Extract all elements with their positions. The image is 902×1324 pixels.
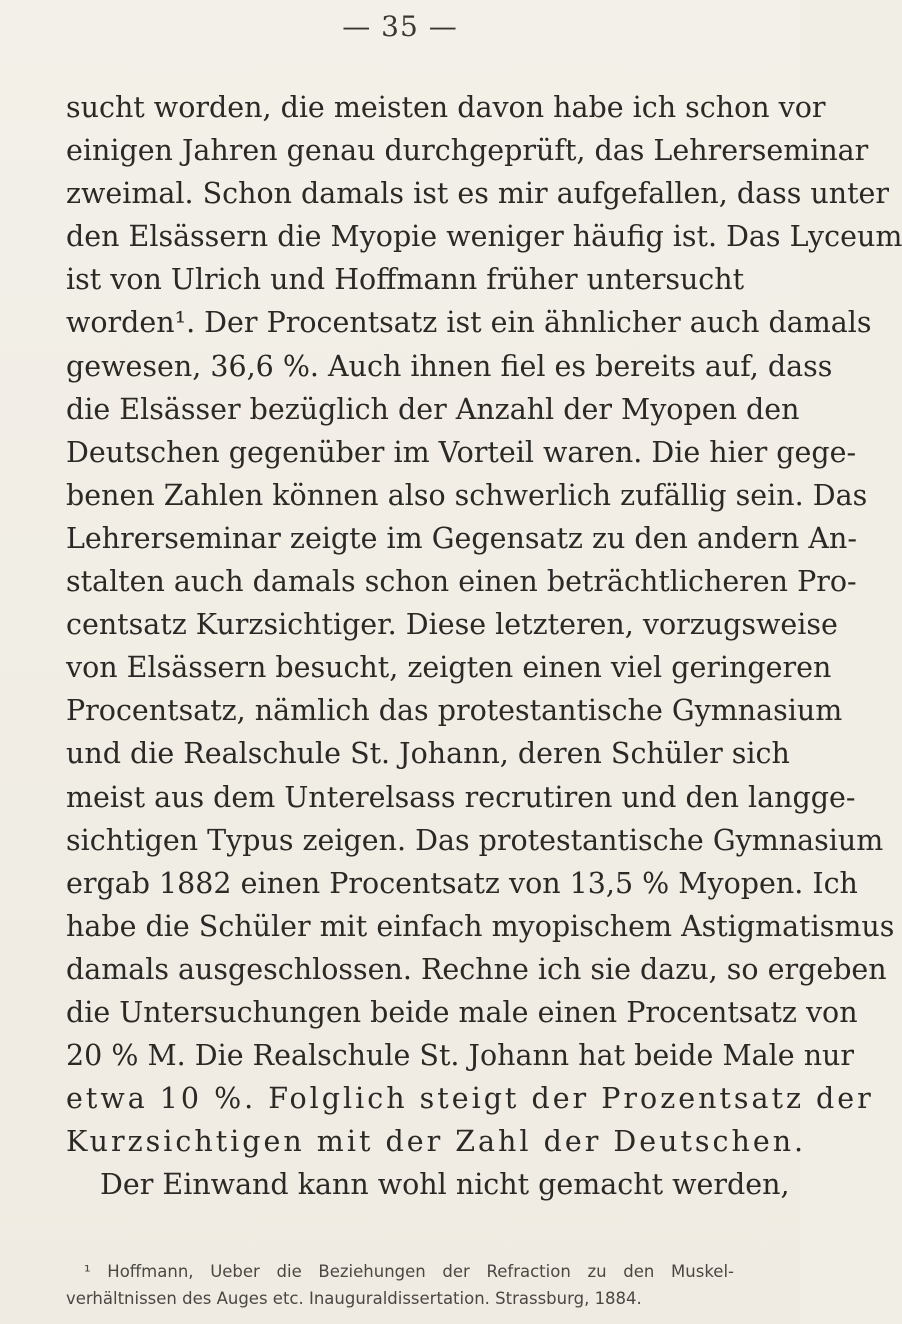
text-line: den Elsässern die Myopie weniger häufig ist. Das Lyceum [66, 220, 902, 254]
text-line: Lehrerseminar zeigte im Gegensatz zu den andern An- [66, 521, 858, 555]
text-line: Deutschen gegenüber im Vorteil waren. Die hier gege- [66, 435, 857, 469]
text-line: Kurzsichtigen mit der Zahl der Deutschen. [66, 1125, 807, 1159]
page-number: — 35 — [342, 10, 458, 43]
body-text [66, 86, 902, 1206]
text-line: meist aus dem Unterelsass recrutiren und den langge- [66, 780, 856, 814]
text-line: habe die Schüler mit einfach myopischem Astigmatismus [66, 909, 895, 943]
text-line: stalten auch damals schon einen beträchtlicheren Pro- [66, 565, 857, 599]
text-line: 20 % M. Die Realschule St. Johann hat beide Male nur [66, 1039, 855, 1073]
text-line: Procentsatz, nämlich das protestantische Gymnasium [66, 694, 843, 728]
footnote-line: verhältnissen des Auges etc. Inauguraldissertation. Strassburg, 1884. [66, 1289, 642, 1308]
text-line: gewesen, 36,6 %. Auch ihnen fiel es bereits auf, dass [66, 349, 833, 383]
text-line: sucht worden, die meisten davon habe ich schon vor [66, 91, 826, 124]
text-line: etwa 10 %. Folglich steigt der Prozentsatz der [66, 1082, 874, 1116]
footnote-line: ¹ Hoffmann, Ueber die Beziehungen der Refraction zu den Muskel- [84, 1262, 734, 1281]
text-line: centsatz Kurzsichtiger. Diese letzteren, vorzugsweise [66, 608, 838, 642]
text-line: damals ausgeschlossen. Rechne ich sie dazu, so ergeben [66, 952, 887, 986]
text-line: ergab 1882 einen Procentsatz von 13,5 % Myopen. Ich [66, 866, 858, 900]
text-line: die Untersuchungen beide male einen Procentsatz von [66, 995, 858, 1029]
text-line: und die Realschule St. Johann, deren Schüler sich [66, 737, 790, 771]
text-line: die Elsässer bezüglich der Anzahl der Myopen den [66, 392, 800, 426]
text-line: von Elsässern besucht, zeigten einen viel geringeren [66, 651, 832, 685]
text-line: sichtigen Typus zeigen. Das protestantische Gymnasium [66, 823, 884, 857]
text-line: Der Einwand kann wohl nicht gemacht werden, [100, 1168, 790, 1202]
text-line: ist von Ulrich und Hoffmann früher untersucht [66, 263, 745, 297]
footnotes [66, 1258, 734, 1312]
text-line: einigen Jahren genau durchgeprüft, das Lehrerseminar [66, 134, 869, 168]
text-line: worden¹. Der Procentsatz ist ein ähnlicher auch damals [66, 306, 872, 340]
text-line: zweimal. Schon damals ist es mir aufgefallen, dass unter [66, 177, 890, 211]
text-line: benen Zahlen können also schwerlich zufällig sein. Das [66, 478, 868, 512]
